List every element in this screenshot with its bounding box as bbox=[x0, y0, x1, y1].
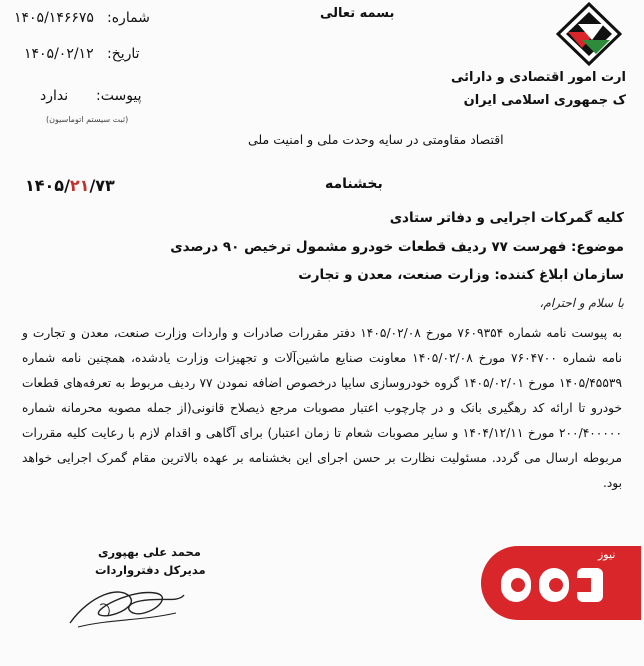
system-note: (ثبت سیستم اتوماسیون) bbox=[46, 115, 129, 124]
circular-number-part1: ۱۴۰۵/ bbox=[25, 176, 70, 195]
customs-logo-icon bbox=[556, 2, 622, 66]
attachment-value: ندارد bbox=[40, 88, 69, 104]
number-value: ۱۴۰۵/۱۴۶۶۷۵ bbox=[14, 10, 94, 26]
basmala: بسمه تعالی bbox=[320, 6, 395, 21]
circular-title: بخشنامه bbox=[325, 176, 383, 192]
circular-number-part3: /۷۳ bbox=[89, 176, 115, 195]
subject-line: موضوع: فهرست ۷۷ ردیف قطعات خودرو مشمول ترخیص ۹۰ درصدی bbox=[170, 239, 624, 255]
circular-number-part2: ۲۱ bbox=[69, 176, 90, 195]
addressee: کلیه گمرکات اجرایی و دفاتر ستادی bbox=[389, 210, 624, 226]
date-label: تاریخ: bbox=[107, 46, 140, 62]
greeting: با سلام و احترام، bbox=[539, 296, 624, 310]
signer-name: محمد علی بهپوری bbox=[98, 545, 201, 559]
handwritten-signature-icon bbox=[60, 575, 190, 635]
motto: اقتصاد مقاومتی در سایه وحدت ملی و امنیت ملی bbox=[248, 132, 504, 147]
signer-title: مدیرکل دفترواردات bbox=[95, 563, 206, 577]
notifier-line: سازمان ابلاغ کننده: وزارت صنعت، معدن و تجارت bbox=[298, 267, 624, 283]
number-label: شماره: bbox=[107, 10, 150, 26]
news-logo-icon bbox=[497, 560, 617, 610]
watermark-small-text: نیوز bbox=[598, 548, 616, 561]
org-name-line1: ارت امور اقتصادی و دارائی bbox=[451, 70, 626, 85]
circular-number bbox=[25, 176, 115, 195]
attachment-label: پیوست: bbox=[96, 88, 142, 104]
org-name-line2: ک جمهوری اسلامی ایران bbox=[463, 93, 626, 108]
letter-body: به پیوست نامه شماره ۷۶۰۹۳۵۴ مورخ ۱۴۰۵/۰۲/۰۸ دفتر مقررات صادرات و واردات وزارت صنعت، معدن و تجارت و نامه شماره ۷۶۰۴۷۰۰ مورخ ۱۴۰۵/۰۲/۰۸ معاونت صنایع ماشین‌آلات و تجهیزات وزارت یادشده، همچنین نامه شماره ۱۴۰۵/۴۵۵۳۹ مورخ ۱۴۰۵/۰۲/۰۱ گروه خودروسازی سایپا درخصوص اضافه نمودن ۷۷ ردیف مربوط به تعرفه‌های قطعات خودرو تا ارائه کد رهگیری بانک و در چارچوب اعتبار مصوبات مرجع ذیصلاح قانونی(از جمله مصوبه محرمانه شماره ۲۰۰/۴۰۰۰۰۰ مورخ ۱۴۰۴/۱۲/۱۱ و سایر مصوبات شعام تا زمان اعتبار) برای آگاهی و اقدام لازم با رعایت کلیه مقررات مربوطه ارسال می گردد. مسئولیت نظارت بر حسن اجرای این بخشنامه بر عهده بالاترین مقام گمرک اجرایی خواهد بود. bbox=[22, 326, 622, 490]
date-value: ۱۴۰۵/۰۲/۱۲ bbox=[24, 46, 94, 62]
